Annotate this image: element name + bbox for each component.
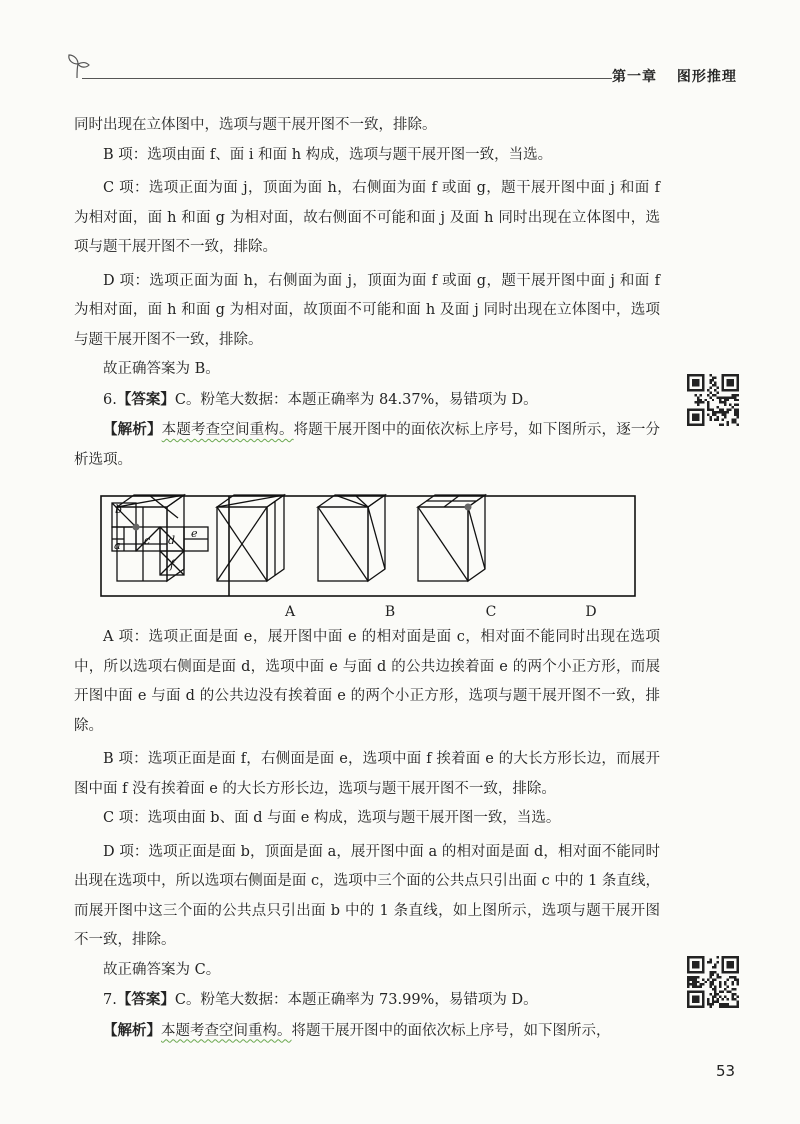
cube-net-figure xyxy=(100,493,636,621)
face-label-e: e xyxy=(191,527,198,540)
question-7-number: 7. xyxy=(103,992,117,1008)
question-6-number: 6. xyxy=(103,391,117,408)
paragraph-2: B 项：选项由面 f、面 i 和面 h 构成，选项与题干展开图一致，当选。 xyxy=(103,146,553,163)
paragraph-1: 同时出现在立体图中，选项与题干展开图不一致，排除。 xyxy=(74,117,437,133)
cube-option-d xyxy=(418,495,485,581)
net-common-point xyxy=(133,524,140,531)
face-label-a: a xyxy=(114,539,121,552)
paragraph-4: D 项：选项正面为面 h，右侧面为面 j，顶面为面 f 或面 g，题干展开图中面 j 和面 f 为相对面，面 h 和面 g 为相对面，故顶面不可能和面 h 及面 j 同时出现在立体图中，选项与题干展开图不一致，排除。 xyxy=(74,272,660,348)
cube-option-c xyxy=(318,495,385,581)
cube-option-b xyxy=(217,495,284,581)
face-label-f: f xyxy=(170,558,175,571)
option-label-d: D xyxy=(585,604,597,620)
chapter-title: 图形推理 xyxy=(676,69,737,85)
paragraph-5: 故正确答案为 B。 xyxy=(103,361,220,377)
main-content xyxy=(74,111,660,1046)
answer-text-7: C。粉笔大数据：本题正确率为 73.99%，易错项为 D。 xyxy=(174,992,538,1008)
analysis-tag-7: 【解析】 xyxy=(103,1021,161,1039)
header-rule xyxy=(82,78,612,79)
option-label-c: C xyxy=(485,604,497,620)
question-6-answer xyxy=(74,385,660,416)
option-label-a: A xyxy=(284,604,296,620)
paragraph-10: 故正确答案为 C。 xyxy=(103,961,221,978)
analysis-tag: 【解析】 xyxy=(103,421,162,438)
face-label-d: d xyxy=(168,534,176,547)
chapter-header xyxy=(612,66,737,86)
analysis-text-7: 将题干展开图中的面依次标上序号，如下图所示， xyxy=(291,1022,611,1039)
question-7-answer xyxy=(74,985,660,1016)
analysis-text: 将题干展开图中的面依次标上序号，如下图所示，逐一分析选项。 xyxy=(74,422,661,468)
paragraph-9: D 项：选项正面是面 b，顶面是面 a，展开图中面 a 的相对面是面 d，相对面不能同时出现在选项中，所以选项右侧面是面 c，选项中三个面的公共点只引出面 c 中的 1 条直线，而展开图中这三个面的公共点只引出面 b 中的 1 条直线，如上图所示，选项与题干展开图不一致，排除。 xyxy=(74,843,660,948)
paragraph-7: B 项：选项正面是面 f，右侧面是面 e，选项中面 f 挨着面 e 的大长方形长边，而展开图中面 f 没有挨着面 e 的大长方形长边，选项与题干展开图不一致，排除。 xyxy=(74,751,660,797)
figure-drawing xyxy=(100,493,636,621)
face-label-b: b xyxy=(115,503,123,516)
paragraph-8: C 项：选项由面 b、面 d 与面 e 构成，选项与题干展开图一致，当选。 xyxy=(103,810,561,826)
option-d-common-point xyxy=(465,504,472,511)
sprout-icon xyxy=(62,50,92,80)
page-number: 53 xyxy=(716,1062,736,1080)
paragraph-3: C 项：选项正面为面 j，顶面为面 h，右侧面为面 f 或面 g，题干展开图中面 j 和面 f 为相对面，面 h 和面 g 为相对面，故右侧面不可能和面 j 及面 h 同时出现在立体图中，选项与题干展开图不一致，排除。 xyxy=(74,180,660,255)
answer-tag-7: 【答案】 xyxy=(116,991,175,1008)
face-label-c: c xyxy=(144,534,151,547)
qr-code-icon xyxy=(687,956,739,1008)
analysis-key-point: 本题考查空间重构。 xyxy=(161,422,294,438)
answer-tag: 【答案】 xyxy=(116,390,175,408)
qr-code-icon xyxy=(687,374,739,426)
option-label-b: B xyxy=(384,604,396,620)
chapter-number: 第一章 xyxy=(612,69,657,85)
question-6-analysis xyxy=(74,415,660,475)
paragraph-6: A 项：选项正面是面 e，展开图中面 e 的相对面是面 c，相对面不能同时出现在选项中，所以选项右侧面是面 d，选项中面 e 与面 d 的公共边挨着面 e 的两个小正方形，而展开图中面 e 与面 d 的公共边没有挨着面 e 的两个小正方形，选项与题干展开图不一致，排除。 xyxy=(74,629,660,734)
answer-text: C。粉笔大数据：本题正确率为 84.37%，易错项为 D。 xyxy=(174,391,538,408)
question-7-analysis xyxy=(74,1016,660,1047)
analysis-key-point-7: 本题考查空间重构。 xyxy=(161,1022,292,1039)
